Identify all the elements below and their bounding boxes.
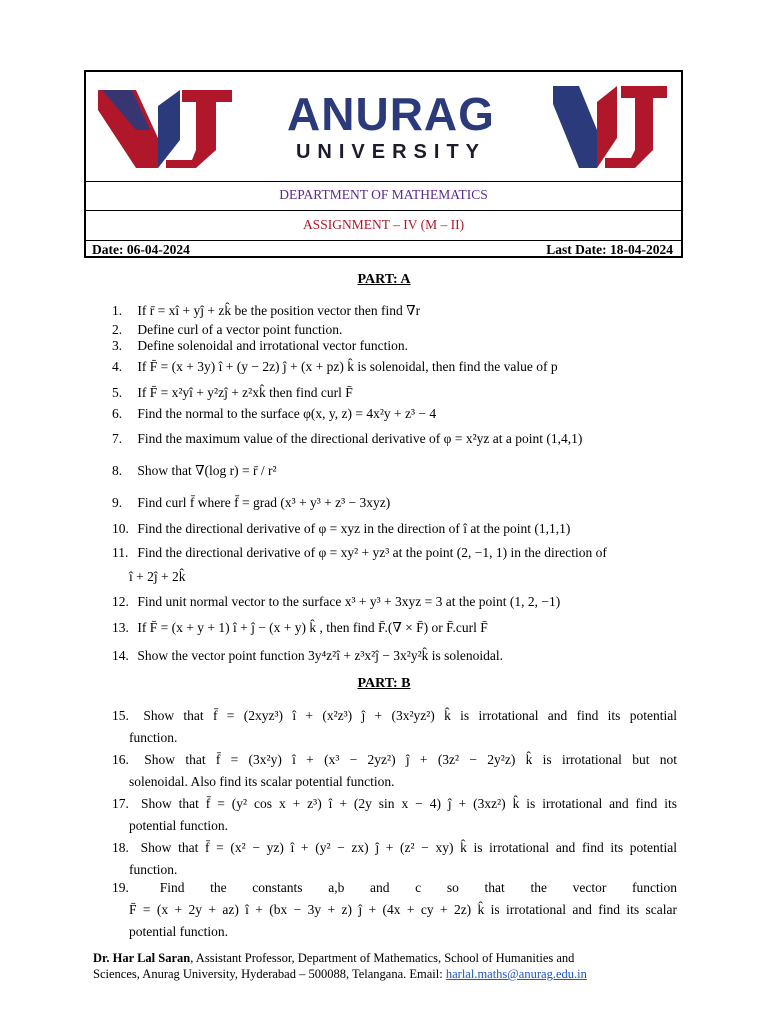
question-12: 12. Find unit normal vector to the surface x³ + y³ + 3xyz = 3 at the point (1, 2, −1): [112, 594, 561, 609]
question-19-continued: F̄ = (x + 2y + az) î + (bx − 3y + z) ĵ + (4x + cy + 2z) k̂ is irrotational and find its scalar: [129, 902, 677, 917]
question-18-continued: function.: [129, 862, 178, 877]
question-18: 18. Show that f̄ = (x² − yz) î + (y² − zx) ĵ + (z² − xy) k̂ is irrotational and find its potential: [112, 840, 678, 855]
question-14: 14. Show the vector point function 3y⁴z²î + z³x²ĵ − 3x²y²k̂ is solenoidal.: [112, 648, 503, 663]
brand-block: [266, 90, 516, 166]
question-19-continued-2: potential function.: [129, 924, 228, 939]
brand-sub: UNIVERSITY: [295, 141, 487, 163]
date-row: [86, 241, 681, 259]
question-15: 15. Show that f̄ = (2xyz³) î + (x²z³) ĵ + (3x²yz²) k̂ is irrotational and find its potential: [112, 708, 677, 723]
question-9: 9. Find curl f̄ where f̄ = grad (x³ + y³ + z³ − 3xyz): [112, 495, 391, 510]
question-5: 5. If F̄ = x²yî + y²zĵ + z²xk̂ then find curl F̄: [112, 385, 353, 400]
department-title: DEPARTMENT OF MATHEMATICS: [279, 187, 488, 202]
last-date: Last Date: 18-04-2024: [546, 242, 673, 257]
question-11: 11. Find the directional derivative of φ = xy² + yz³ at the point (2, −1, 1) in the direction of: [112, 545, 607, 560]
part-b-title: PART: B: [357, 676, 411, 691]
author-name: Dr. Har Lal Saran: [93, 951, 191, 965]
question-1: 1. If r̄ = xî + yĵ + zk̂ be the position vector then find ∇r: [112, 303, 421, 318]
question-6: 6. Find the normal to the surface φ(x, y, z) = 4x²y + z³ − 4: [112, 406, 437, 421]
question-2: 2. Define curl of a vector point function.: [112, 322, 343, 337]
question-13: 13. If F̄ = (x + y + 1) î + ĵ − (x + y) k̂ , then find F̄.(∇ × F̄) or F̄.curl F̄: [112, 620, 488, 635]
author-details: , Assistant Professor, Department of Mathematics, School of Humanities and: [190, 951, 575, 965]
question-4: 4. If F̄ = (x + 3y) î + (y − 2z) ĵ + (x + pz) k̂ is solenoidal, then find the value of p: [112, 359, 558, 374]
issue-date: Date: 06-04-2024: [92, 242, 190, 257]
question-19: 19. Find the constants a,b and c so that the vector function: [112, 880, 678, 895]
question-15-continued: function.: [129, 730, 178, 745]
footer: [93, 950, 693, 982]
question-16: 16. Show that f̄ = (3x²y) î + (x³ − 2yz²) ĵ + (3z² − 2y²z) k̂ is irrotational but not: [112, 752, 677, 767]
question-10: 10. Find the directional derivative of φ = xyz in the direction of î at the point (1,1,1): [112, 521, 571, 536]
university-logo-left: [96, 80, 236, 176]
question-16-continued: solenoidal. Also find its scalar potential function.: [129, 774, 395, 789]
header-box: [84, 70, 683, 258]
brand-name: ANURAG: [287, 88, 495, 140]
assignment-title: ASSIGNMENT – IV (M – II): [302, 217, 465, 232]
logo-row: [86, 72, 681, 182]
university-logo-right: [549, 78, 671, 176]
question-11-continued: î + 2ĵ + 2k̂: [129, 569, 186, 584]
question-17: 17. Show that f̄ = (y² cos x + z³) î + (2y sin x − 4) ĵ + (3xz²) k̂ is irrotational and find its: [112, 796, 677, 811]
email-link[interactable]: harlal.maths@anurag.edu.in: [445, 967, 587, 981]
question-8: 8. Show that ∇(log r) = r̄ / r²: [112, 463, 277, 478]
part-a-title: PART: A: [357, 272, 411, 287]
author-address: Sciences, Anurag University, Hyderabad – 500088, Telangana. Email:: [93, 967, 446, 981]
question-3: 3. Define solenoidal and irrotational vector function.: [112, 338, 409, 353]
question-7: 7. Find the maximum value of the directional derivative of φ = x²yz at a point (1,4,1): [112, 431, 583, 446]
question-17-continued: potential function.: [129, 818, 228, 833]
